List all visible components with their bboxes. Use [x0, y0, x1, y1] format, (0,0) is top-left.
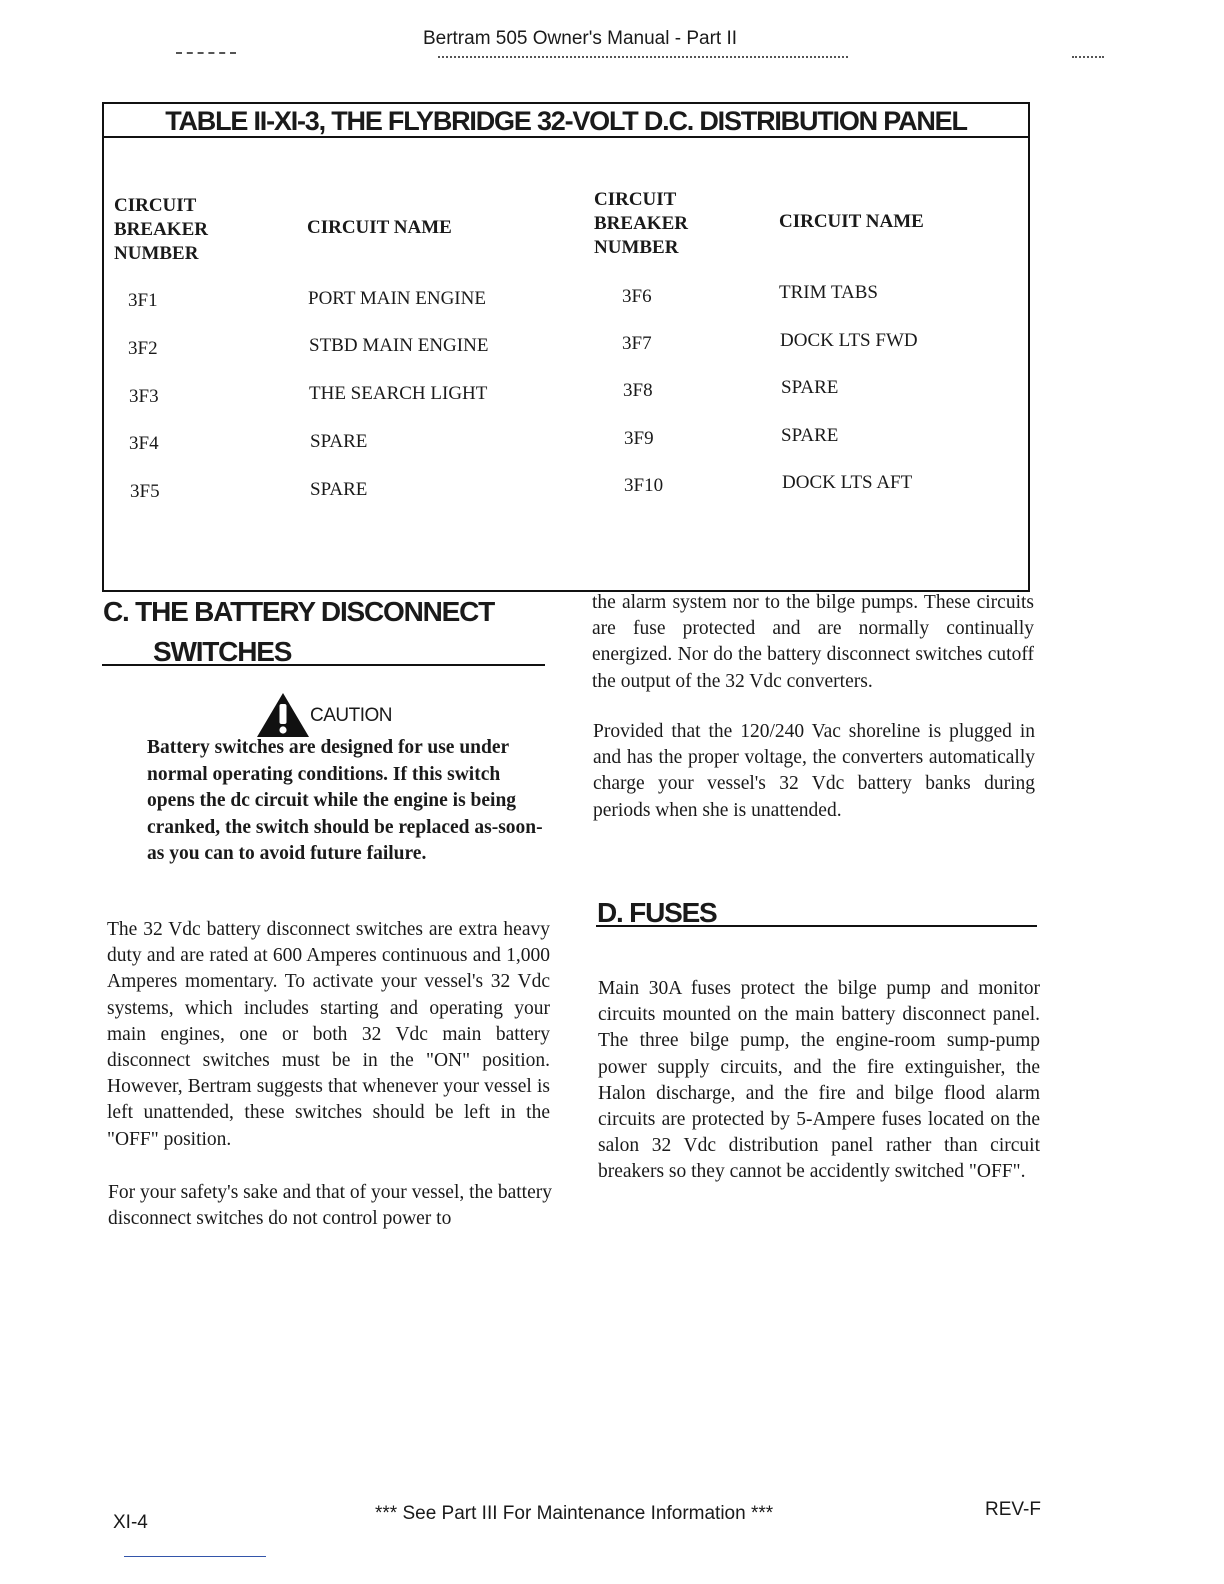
circuit-name: SPARE: [781, 425, 839, 446]
section-c-title-line1: C. THE BATTERY DISCONNECT: [103, 596, 495, 627]
circuit-name: PORT MAIN ENGINE: [308, 288, 486, 309]
breaker-number: 3F6: [622, 286, 652, 307]
header-word: NUMBER: [594, 237, 679, 258]
scan-artifact-line: [438, 56, 848, 58]
section-d-paragraph-1: Main 30A fuses protect the bilge pump and monitor circuits mounted on the main battery disconnect panel. The three bilge pump, the engine-room sump-pump power supply circuits, and the fire extinguisher, the Halon discharge, and the fire and bilge flood alarm circuits are protected by 5-Ampere fuses located on the salon 32 Vdc distribution panel rather than circuit breakers so they cannot be accidently switched "OFF".: [598, 978, 1040, 1183]
column-header-breaker-left: [114, 194, 208, 266]
circuit-name: TRIM TABS: [779, 282, 878, 303]
circuit-name: STBD MAIN ENGINE: [309, 335, 489, 356]
section-c-paragraph-1: The 32 Vdc battery disconnect switches are extra heavy duty and are rated at 600 Amperes continuous and 1,000 Amperes momentary. To activate your vessel's 32 Vdc systems, which includes starting and operating your main engines, one or both 32 Vdc main battery disconnect switches must be in the "ON" position. However, Bertram suggests that whenever your vessel is left unattended, these switches should be left in the "OFF" position.: [107, 919, 550, 1150]
caution-text: Battery switches are designed for use under normal operating conditions. If this switch opens the dc circuit while the engine is being cranked, the switch should be replaced as-soon-as you can to avoid future failure.: [147, 737, 543, 865]
section-c-title-line2: SWITCHES: [153, 636, 292, 667]
breaker-number: 3F5: [130, 481, 160, 502]
section-c-paragraph-2: For your safety's sake and that of your vessel, the battery disconnect switches do not control power to: [108, 1182, 552, 1230]
warning-triangle-icon: [256, 692, 310, 738]
distribution-panel-table: [102, 102, 1030, 592]
footer-note: *** See Part III For Maintenance Information ***: [375, 1503, 774, 1524]
footer-link-underline: [124, 1556, 266, 1557]
caution-label: CAUTION: [310, 705, 392, 726]
breaker-number: 3F3: [129, 386, 159, 407]
breaker-number: 3F1: [128, 290, 158, 311]
running-header: Bertram 505 Owner's Manual - Part II: [422, 28, 738, 49]
breaker-number: 3F10: [624, 475, 664, 496]
page-number: XI-4: [113, 1512, 148, 1533]
column-header-breaker-right: [594, 188, 688, 260]
column-header-name-left: CIRCUIT NAME: [307, 217, 452, 238]
circuit-name: SPARE: [310, 479, 368, 500]
section-c-underline: [102, 664, 545, 666]
header-word: BREAKER: [114, 219, 208, 240]
section-c-paragraph-4: Provided that the 120/240 Vac shoreline is plugged in and has the proper voltage, the converters automatically charge your vessel's 32 Vdc battery banks during periods when she is unattended.: [593, 721, 1035, 821]
breaker-number: 3F2: [128, 338, 158, 359]
revision-label: REV-F: [985, 1499, 1041, 1520]
breaker-number: 3F4: [129, 433, 159, 454]
circuit-name: THE SEARCH LIGHT: [309, 383, 488, 404]
section-d-title: D. FUSES: [597, 897, 717, 928]
scan-artifact-line: [176, 52, 236, 54]
header-word: NUMBER: [114, 243, 199, 264]
breaker-number: 3F9: [624, 428, 654, 449]
circuit-name: DOCK LTS FWD: [780, 330, 918, 351]
circuit-name: DOCK LTS AFT: [782, 472, 913, 493]
breaker-number: 3F7: [622, 333, 652, 354]
header-word: CIRCUIT: [594, 189, 677, 210]
section-c-paragraph-3: the alarm system nor to the bilge pumps. These circuits are fuse protected and are normally continually energized. Nor do the battery disconnect switches cutoff the output of the 32 Vdc converters.: [592, 592, 1034, 692]
table-title: TABLE II-XI-3, THE FLYBRIDGE 32-VOLT D.C. DISTRIBUTION PANEL: [104, 104, 1028, 138]
header-word: BREAKER: [594, 213, 688, 234]
breaker-number: 3F8: [623, 380, 653, 401]
circuit-name: SPARE: [781, 377, 839, 398]
column-header-name-right: CIRCUIT NAME: [779, 211, 924, 232]
scan-artifact-line: [1072, 56, 1104, 58]
section-d-underline: [596, 925, 1037, 927]
header-word: CIRCUIT: [114, 195, 197, 216]
circuit-name: SPARE: [310, 431, 368, 452]
